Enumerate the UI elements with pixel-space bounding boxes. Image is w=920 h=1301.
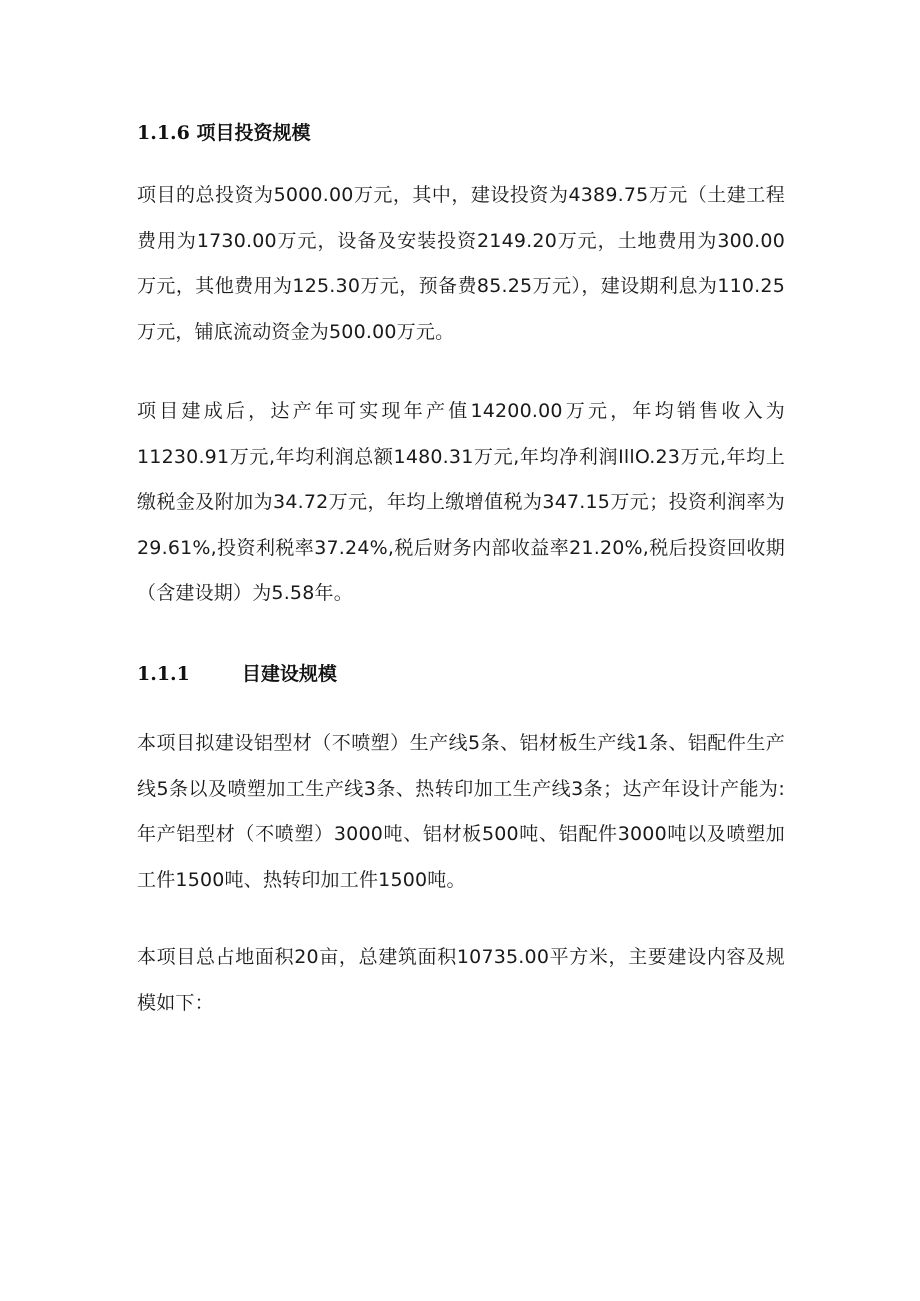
paragraph-financial-indicators: 项目建成后，达产年可实现年产值14200.00万元，年均销售收入为11230.91万元,年均利润总额1480.31万元,年均净利润IllO.23万元,年均上缴税金及附加为34.72万元，年均上缴增值税为347.15万元；投资利润率为29.61%,投资利税率37.24%,税后财务内部收益率21.20%,税后投资回收期（含建设期）为5.58年。: [137, 400, 785, 604]
section-title: 目建设规模: [241, 663, 337, 685]
paragraph-land-area: 本项目总占地面积20亩，总建筑面积10735.00平方米，主要建设内容及规模如下：: [137, 946, 785, 1014]
section-number: 1.1.1: [137, 663, 190, 685]
paragraph-total-investment: 项目的总投资为5000.00万元，其中，建设投资为4389.75万元（土建工程费用为1730.00万元，设备及安装投资2149.20万元，土地费用为300.00万元，其他费用为125.30万元，预备费85.25万元），建设期利息为110.25万元，铺底流动资金为500.00万元。: [137, 184, 785, 343]
section-heading-construction-scale: [137, 660, 337, 688]
section-heading-investment-scale: 1.1.6 项目投资规模: [137, 122, 311, 144]
paragraph-production-lines: 本项目拟建设铝型材（不喷塑）生产线5条、铝材板生产线1条、铝配件生产线5条以及喷塑加工生产线3条、热转印加工生产线3条；达产年设计产能为:年产铝型材（不喷塑）3000吨、铝材板500吨、铝配件3000吨以及喷塑加工件1500吨、热转印加工件1500吨。: [137, 732, 785, 891]
